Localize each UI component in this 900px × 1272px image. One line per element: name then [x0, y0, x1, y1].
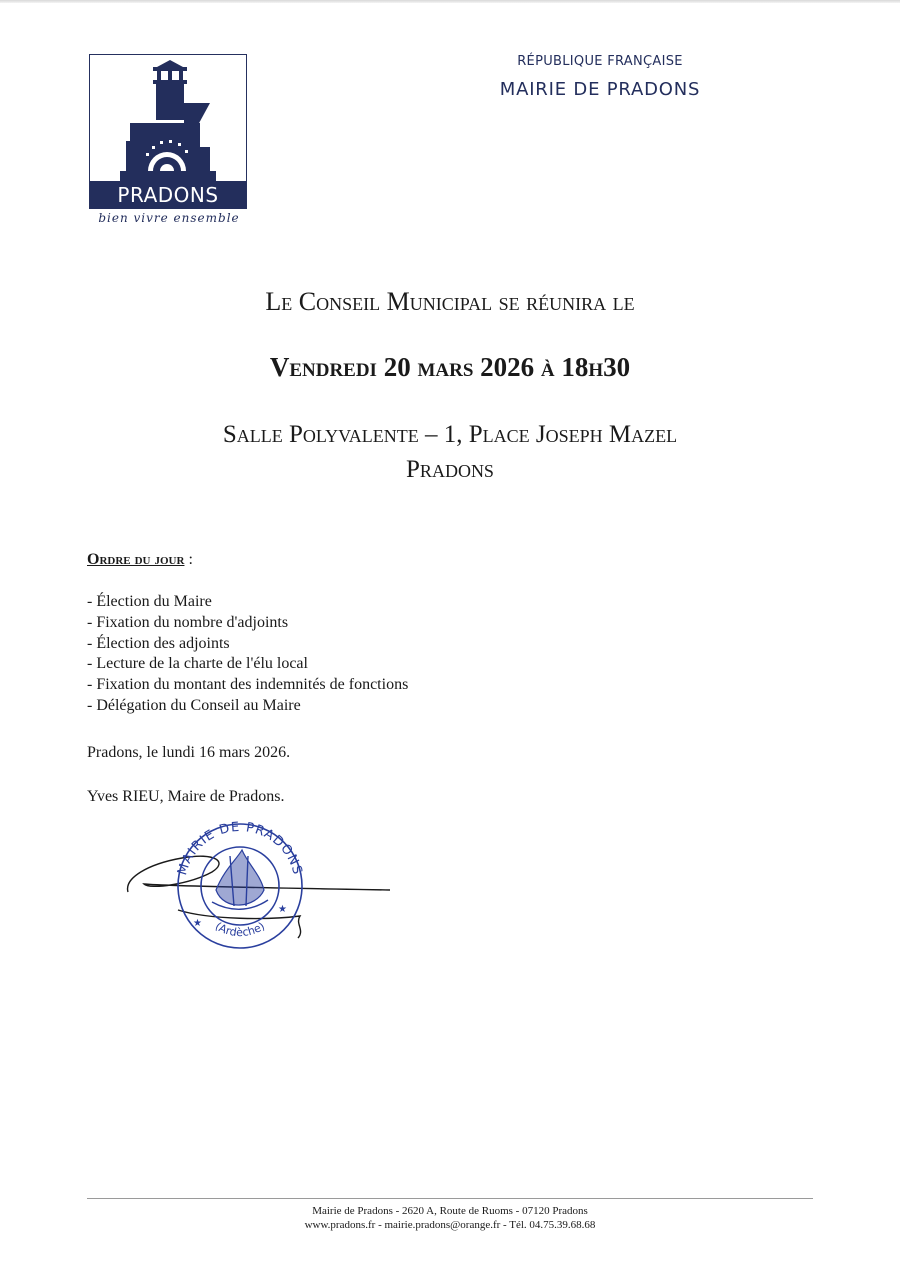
svg-text:(Ardèche) — [213, 920, 267, 939]
footer-contact: www.pradons.fr - mairie.pradons@orange.fr - Tél. 04.75.39.68.68 — [304, 1219, 596, 1231]
chimney-oven-icon — [90, 55, 246, 181]
agenda-title-suffix: : — [184, 551, 193, 568]
svg-text:★: ★ — [278, 904, 287, 915]
official-stamp — [120, 820, 410, 950]
agenda-heading — [87, 551, 193, 569]
logo-tagline: bien vivre ensemble — [98, 211, 240, 225]
agenda-title: Ordre du jour — [87, 551, 185, 568]
agenda-list — [87, 592, 408, 717]
announcement-heading: Le Conseil Municipal se réunira le — [265, 287, 635, 316]
stamp-top-text: MAIRIE DE PRADONS — [175, 820, 305, 877]
agenda-item: - Lecture de la charte de l'élu local — [87, 655, 308, 673]
svg-text:★: ★ — [193, 918, 202, 929]
agenda-item: - Fixation du montant des indemnités de fonctions — [87, 676, 409, 694]
footer-divider — [87, 1198, 813, 1199]
date-line: Pradons, le lundi 16 mars 2026. — [87, 744, 291, 761]
mairie-title: MAIRIE DE PRADONS — [499, 79, 701, 100]
pradons-logo — [89, 54, 247, 209]
agenda-item: - Élection du Maire — [87, 593, 212, 610]
logo-town-name: PRADONS — [90, 181, 246, 209]
meeting-date: Vendredi 20 mars 2026 à 18h30 — [269, 352, 631, 382]
republique-francaise: RÉPUBLIQUE FRANÇAISE — [517, 54, 683, 69]
signer-line: Yves RIEU, Maire de Pradons. — [87, 788, 285, 805]
footer-address: Mairie de Pradons - 2620 A, Route de Ruoms - 07120 Pradons — [312, 1205, 588, 1217]
agenda-item: - Délégation du Conseil au Maire — [87, 696, 301, 714]
meeting-town: Pradons — [406, 456, 494, 483]
scan-edge — [0, 0, 900, 3]
meeting-location: Salle Polyvalente – 1, Place Joseph Mazel — [222, 421, 678, 448]
stamp-bottom-text: (Ardèche) — [212, 919, 268, 940]
agenda-item: - Fixation du nombre d'adjoints — [87, 613, 289, 631]
agenda-item: - Élection des adjoints — [87, 634, 230, 652]
